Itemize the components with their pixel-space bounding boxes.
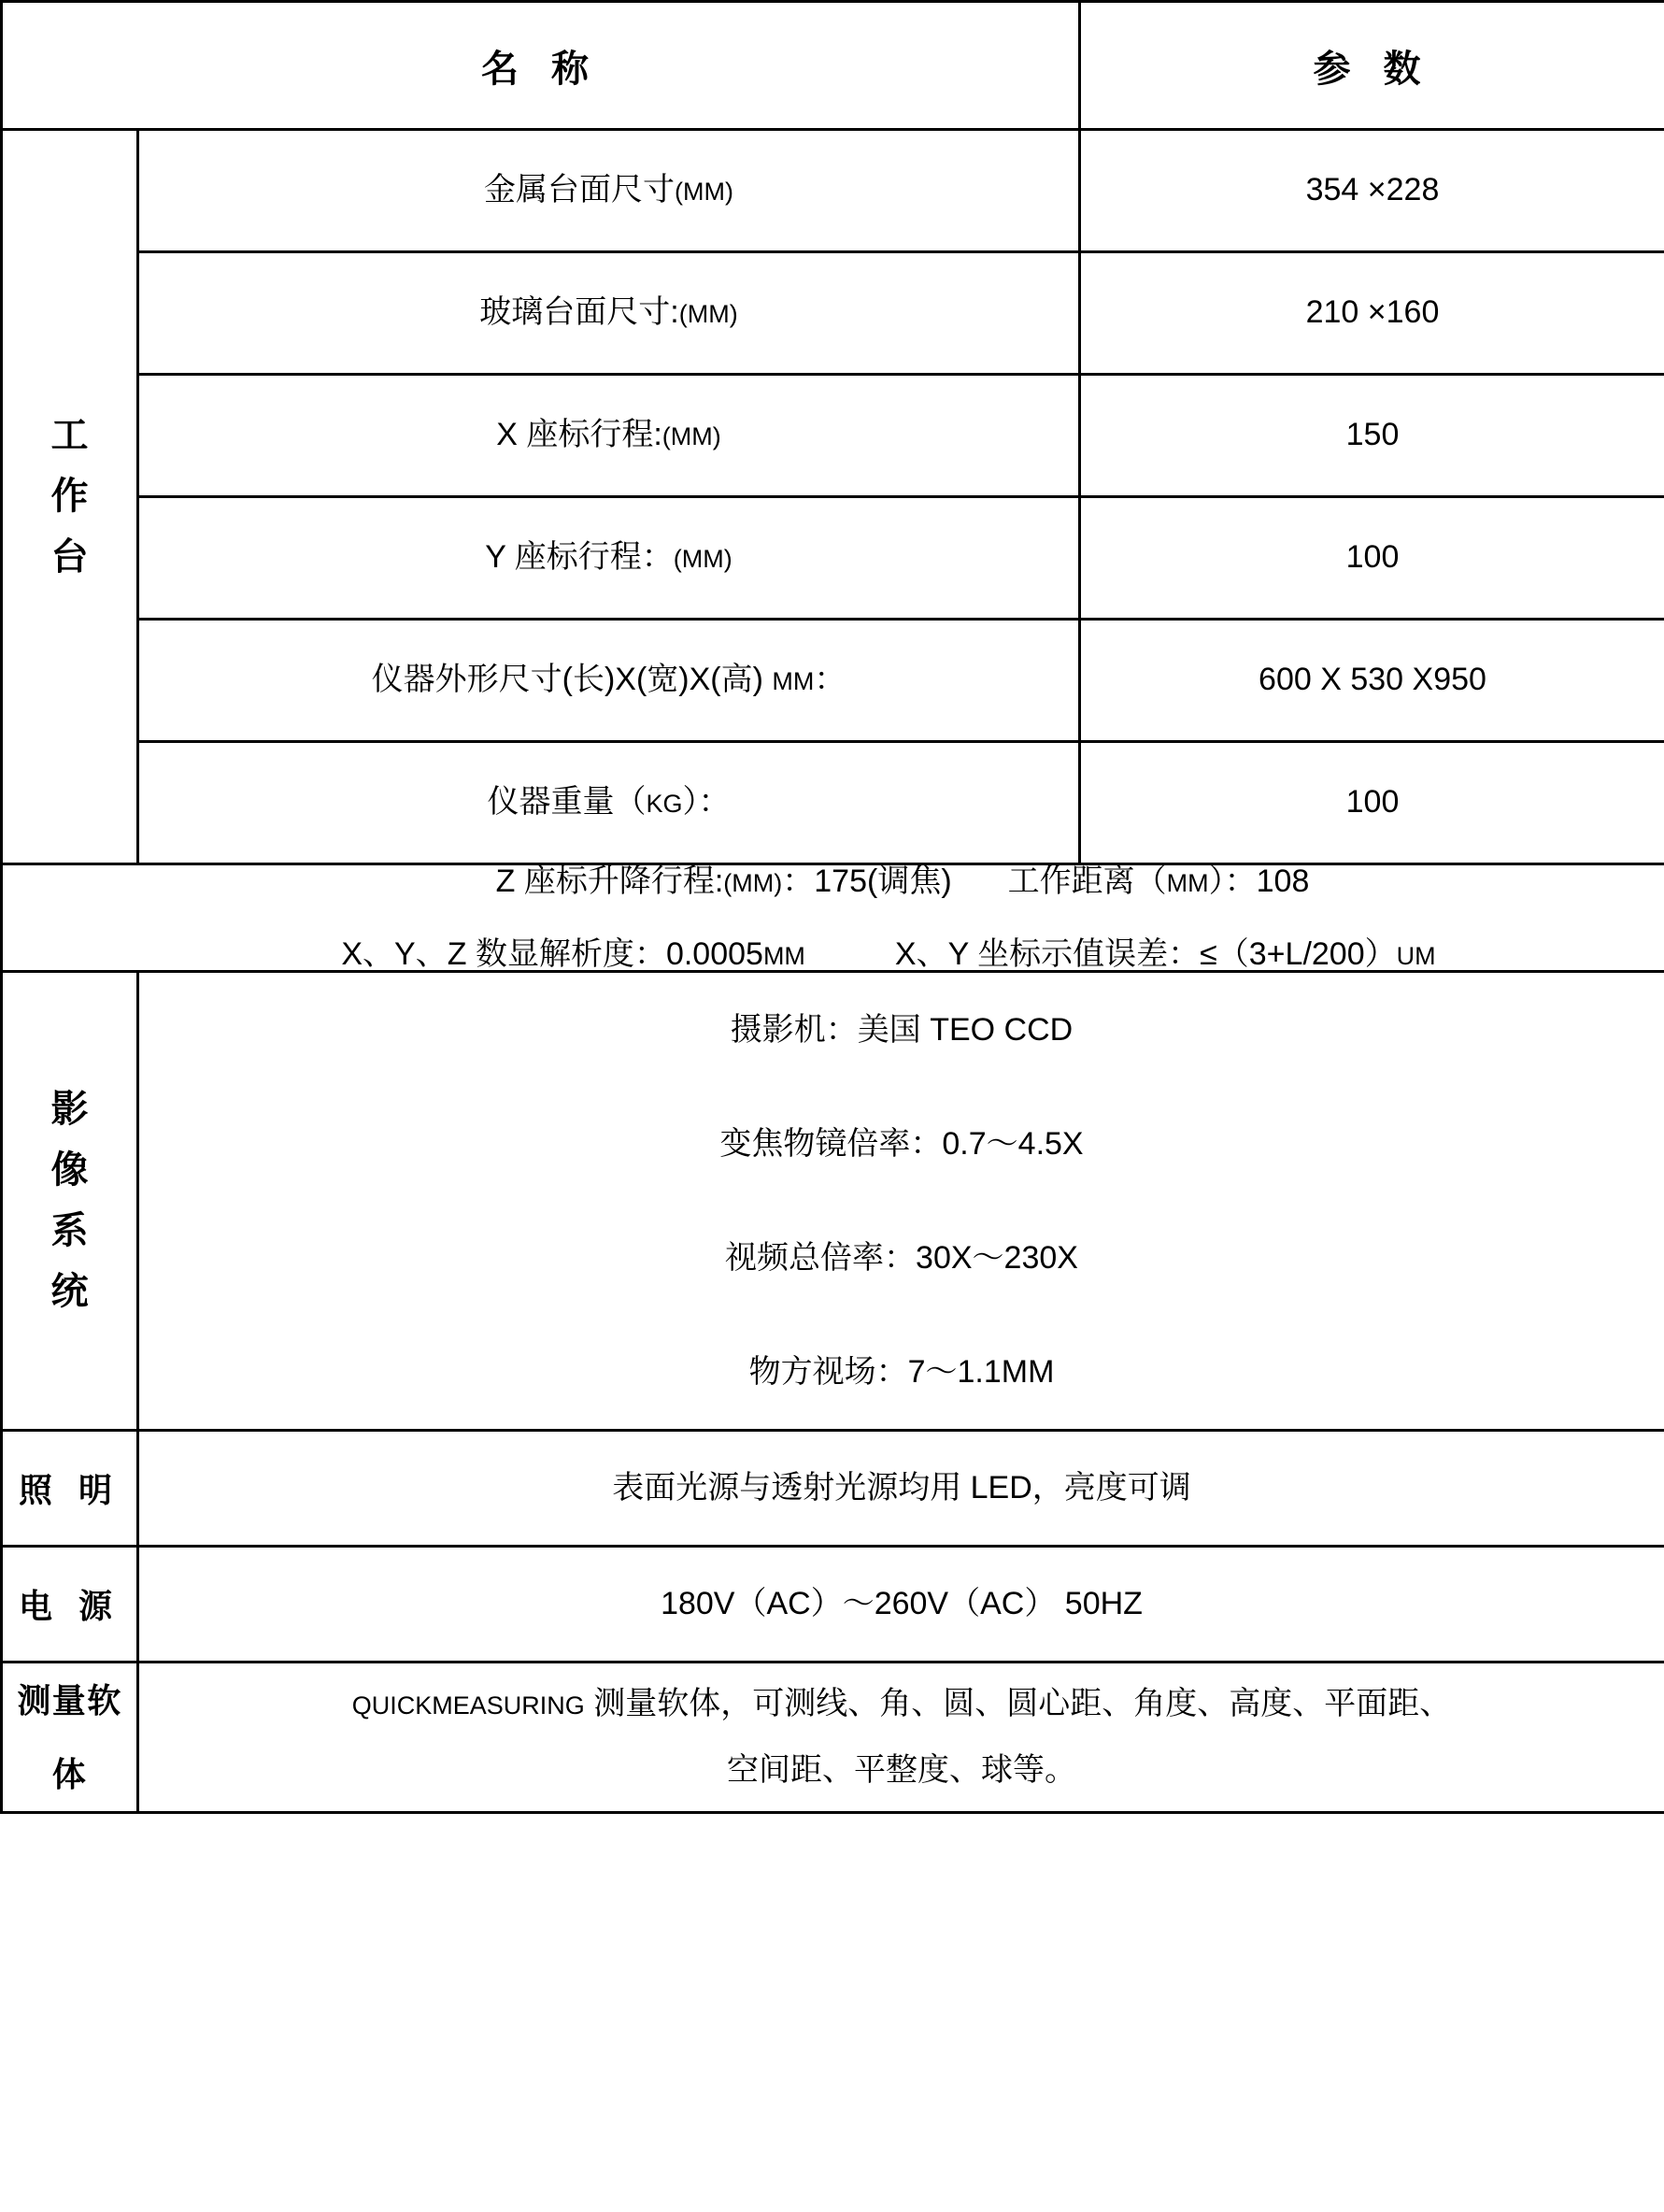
row-label-text: 仪器外形尺寸(长)X(宽)X(高): [371, 662, 773, 698]
category-label-char: 系: [50, 1210, 89, 1251]
row-label-tail: ）：: [682, 784, 731, 821]
row-label-text: 金属台面尺寸: [484, 172, 676, 208]
category-label-char: 像: [50, 1149, 89, 1192]
accuracy-label: X、Y 坐标示值误差：≤（3+L/200）: [894, 936, 1397, 972]
software-value-line1: [139, 1671, 1664, 1737]
row-label-text: 玻璃台面尺寸:: [479, 294, 679, 331]
resolution-unit: MM: [762, 942, 805, 970]
row-value: 150: [1080, 375, 1664, 497]
row-label-unit: MM: [772, 667, 815, 696]
row-label: [138, 252, 1080, 375]
software-value: [138, 1663, 1664, 1813]
accuracy-unit: UM: [1396, 942, 1436, 970]
imaging-line-zoom-lens: 变焦物镜倍率：0.7～4.5X: [138, 1087, 1664, 1201]
row-value: 100: [1080, 497, 1664, 620]
row-label-unit: (MM): [675, 178, 733, 207]
category-label-char: 影: [50, 1089, 89, 1131]
row-label: [138, 742, 1080, 864]
row-label: [138, 130, 1080, 252]
row-value: 210 ×160: [1080, 252, 1664, 375]
power-value: 180V（AC）～260V（AC） 50HZ: [138, 1547, 1664, 1663]
table-row: [2, 130, 1664, 252]
category-label-line: 体: [51, 1755, 88, 1794]
row-label-tail: ：: [814, 662, 846, 698]
software-name: QUICKMEASURING: [351, 1691, 585, 1720]
imaging-line-camera: 摄影机：美国 TEO CCD: [138, 972, 1664, 1088]
software-value-line2: 空间距、平整度、球等。: [727, 1752, 1076, 1789]
table-row: [2, 620, 1664, 742]
row-label: [138, 620, 1080, 742]
category-label-software: [2, 1663, 138, 1813]
row-label: [138, 497, 1080, 620]
z-stroke-value: ：175(调焦): [782, 863, 952, 899]
row-label: [138, 375, 1080, 497]
row-label-unit: (MM): [661, 422, 721, 451]
category-label-imaging-system: [2, 972, 138, 1431]
row-label-text: 仪器重量（: [487, 784, 647, 821]
row-value: 354 ×228: [1080, 130, 1664, 252]
table-row: [2, 497, 1664, 620]
working-distance-unit: MM: [1166, 869, 1209, 897]
table-row: [2, 375, 1664, 497]
row-label-unit: KG: [646, 790, 683, 819]
imaging-line-field-of-view: 物方视场：7～1.1MM: [138, 1315, 1664, 1431]
category-label-char: 作: [50, 476, 89, 518]
z-stroke-label: Z 座标升降行程:: [495, 863, 724, 899]
z-stroke-line: [3, 865, 1664, 897]
category-label-char: 统: [50, 1270, 89, 1312]
category-label-line: 测量软: [17, 1681, 122, 1720]
category-label-char: 工: [50, 415, 89, 457]
row-value: 600 X 530 X950: [1080, 620, 1664, 742]
table-row: [2, 972, 1664, 1088]
row-label-unit: (MM): [673, 545, 732, 574]
table-row: [2, 1431, 1664, 1547]
category-label-power: 电 源: [2, 1547, 138, 1663]
category-label-char: 台: [50, 535, 89, 578]
table-row: [2, 1663, 1664, 1813]
resolution-label: X、Y、Z 数显解析度：0.0005: [341, 936, 763, 972]
z-stroke-unit: (MM): [723, 869, 783, 897]
table-row: [2, 1547, 1664, 1663]
working-distance-value: ）：108: [1208, 863, 1310, 899]
table-row-zblock: [2, 864, 1664, 972]
imaging-line-total-magnification: 视频总倍率：30X～230X: [138, 1201, 1664, 1315]
header-cell-name: 名 称: [2, 2, 1080, 130]
category-label-worktable: [2, 130, 138, 864]
table-row: [2, 1201, 1664, 1315]
row-label-text: Y 座标行程：: [485, 539, 674, 576]
table-row: [2, 1087, 1664, 1201]
table-row: [2, 1315, 1664, 1431]
resolution-line: [3, 938, 1664, 970]
row-value: 100: [1080, 742, 1664, 864]
row-label-unit: (MM): [678, 300, 738, 329]
z-stroke-block: [2, 864, 1664, 972]
table-header-row: [2, 2, 1664, 130]
illumination-value: 表面光源与透射光源均用 LED，亮度可调: [138, 1431, 1664, 1547]
software-desc-part1: 测量软体，可测线、角、圆、圆心距、角度、高度、平面距、: [584, 1685, 1452, 1721]
category-label-illumination: 照 明: [2, 1431, 138, 1547]
table-row: [2, 252, 1664, 375]
header-cell-parameter: 参 数: [1080, 2, 1664, 130]
row-label-text: X 座标行程:: [496, 417, 662, 453]
table-row: [2, 742, 1664, 864]
working-distance-label: 工作距离（: [1007, 863, 1167, 899]
